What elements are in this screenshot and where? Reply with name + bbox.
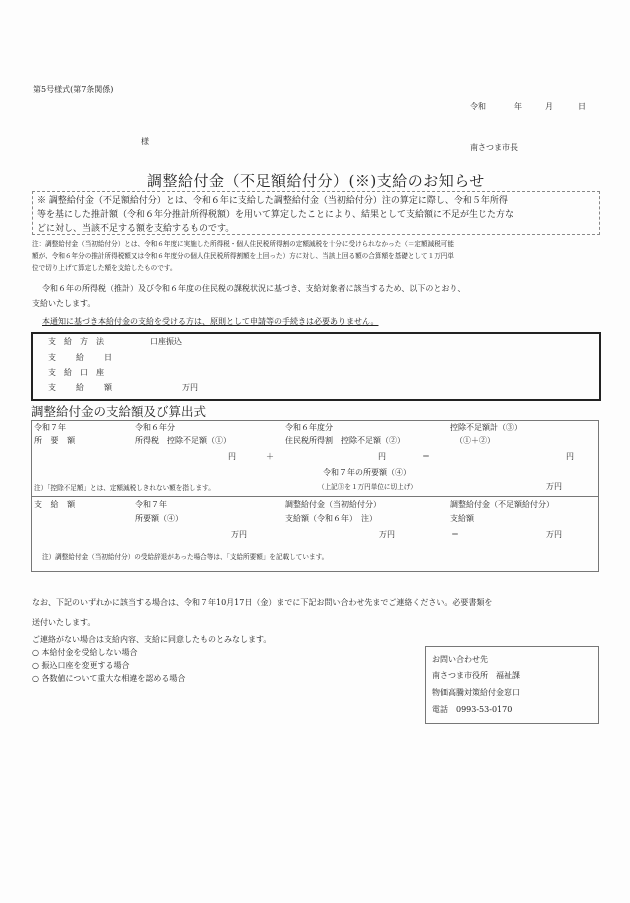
resident-tax-shortfall-label: 住民税所得割 控除不足額（②）: [285, 436, 405, 445]
payment-date-label: 支給日: [48, 353, 132, 362]
calc-divider: [31, 496, 598, 497]
man-yen-unit-1: 万円: [231, 530, 247, 539]
date-year: 年: [514, 102, 522, 111]
shortfall-formula: （①＋②）: [455, 436, 495, 445]
shortfall-note: 注）「控除不足額」とは、定額減税しきれない額を指します。: [34, 484, 215, 492]
contact-window: 物価高騰対策給付金窓口: [432, 688, 520, 697]
contact-title: お問い合わせ先: [432, 655, 488, 664]
equals-sign: ＝: [422, 452, 430, 461]
shortfall-total-label: 控除不足額計（③）: [450, 423, 522, 432]
note-line: 位で切り上げて算定した額を支給したものです。: [32, 264, 177, 272]
resident-tax-year: 令和６年度分: [285, 423, 333, 432]
man-yen-unit-2: 万円: [379, 530, 395, 539]
definition-line: 等を基にした推計額（令和６年分推計所得税額）を用いて算定したことにより、結果として支給額に不足が生じた方な: [37, 210, 515, 220]
income-tax-shortfall-label: 所得税 控除不足額（①）: [135, 436, 231, 445]
contact-phone: 電話 0993-53-0170: [432, 705, 513, 714]
sender: 南さつま市長: [470, 143, 518, 152]
footer-line: なお、下記のいずれかに該当する場合は、令和７年10月17日（金）までに下記お問い合わせ先までご連絡ください。必要書類を: [32, 598, 493, 607]
date-day: 日: [578, 102, 586, 111]
condition-item: ○ 振込口座を変更する場合: [32, 661, 130, 670]
date-month: 月: [545, 102, 553, 111]
income-tax-year: 令和６年分: [135, 423, 175, 432]
payment-r7-required: 所要額（④）: [135, 514, 183, 523]
recipient-suffix: 様: [141, 137, 149, 146]
payment-amount-label: 支給額: [48, 383, 132, 392]
payment-method-value: 口座振込: [150, 337, 182, 346]
note-line: 注：調整給付金（当初給付分）とは、令和６年度に実施した所得税・個人住民税所得割の定額減税を十分に受けられなかった（＝定額減税可能: [32, 240, 454, 248]
shortfall-payment-label: 調整給付金（不足額給付分）: [450, 500, 554, 509]
calc-heading: 調整給付金の支給額及び算出式: [31, 404, 207, 419]
footer-line: ご連絡がない場合は支給内容、支給に同意したものとみなします。: [32, 635, 272, 644]
shortfall-payment-amount-label: 支給額: [450, 514, 474, 523]
contact-office: 南さつま市役所 福祉課: [432, 671, 520, 680]
man-yen-unit-3: 万円: [546, 530, 562, 539]
declination-note: 注）調整給付金（当初給付分）の受給辞退があった場合等は、「支給所要額」を記載しています。: [42, 553, 329, 561]
yen-unit-1: 円: [228, 452, 236, 461]
page-title: 調整給付金（不足額給付分）(※)支給のお知らせ: [147, 172, 485, 190]
initial-payment-label: 調整給付金（当初給付分）: [285, 500, 381, 509]
required-label-year: 令和７年: [34, 423, 66, 432]
definition-line: どに対し、当該不足する額を支給するものです。: [37, 224, 235, 234]
yen-unit-3: 円: [566, 452, 574, 461]
no-application-notice: 本通知に基づき本給付金の支給を受ける方は、原則として申請等の手続きは必要ありません。: [42, 317, 379, 326]
payment-label: 支 給 額: [34, 500, 79, 509]
payment-amount-unit: 万円: [182, 383, 198, 392]
form-number: 第5号様式(第7条関係): [33, 85, 114, 94]
payment-account-label: 支給口座: [48, 368, 112, 377]
date-era: 令和: [470, 102, 486, 111]
payment-r7-year: 令和７年: [135, 500, 167, 509]
initial-payment-amount-label: 支給額（令和６年） 注）: [285, 514, 377, 523]
plus-sign: ＋: [266, 452, 274, 461]
r7-required-sub: （上記③を１万円単位に切上げ）: [318, 483, 417, 491]
man-yen-unit: 万円: [546, 482, 562, 491]
footer-line: 送付いたします。: [32, 618, 96, 627]
definition-line: ※ 調整給付金（不足額給付分）とは、令和６年に支給した調整給付金（当初給付分）注の算定に際し、令和５年所得: [37, 196, 508, 206]
condition-item: ○ 本給付金を受給しない場合: [32, 648, 138, 657]
condition-item: ○ 各数値について重大な相違を認める場合: [32, 674, 186, 683]
equals-sign: ＝: [451, 530, 459, 539]
required-label: 所 要 額: [34, 436, 79, 445]
note-line: 額が、令和６年分の推計所得税額又は令和６年度分の個人住民税所得割額を上回った）方に対し、当該上回る額の合算額を基礎として１万円単: [32, 252, 454, 260]
body-paragraph: 令和６年の所得税（推計）及び令和６年度の住民税の課税状況に基づき、支給対象者に該当するため、以下のとおり、: [42, 284, 466, 293]
yen-unit-2: 円: [378, 452, 386, 461]
body-paragraph: 支給いたします。: [32, 299, 96, 308]
r7-required-label: 令和７年の所要額（④）: [323, 468, 411, 477]
payment-method-label: 支給方法: [48, 337, 112, 346]
